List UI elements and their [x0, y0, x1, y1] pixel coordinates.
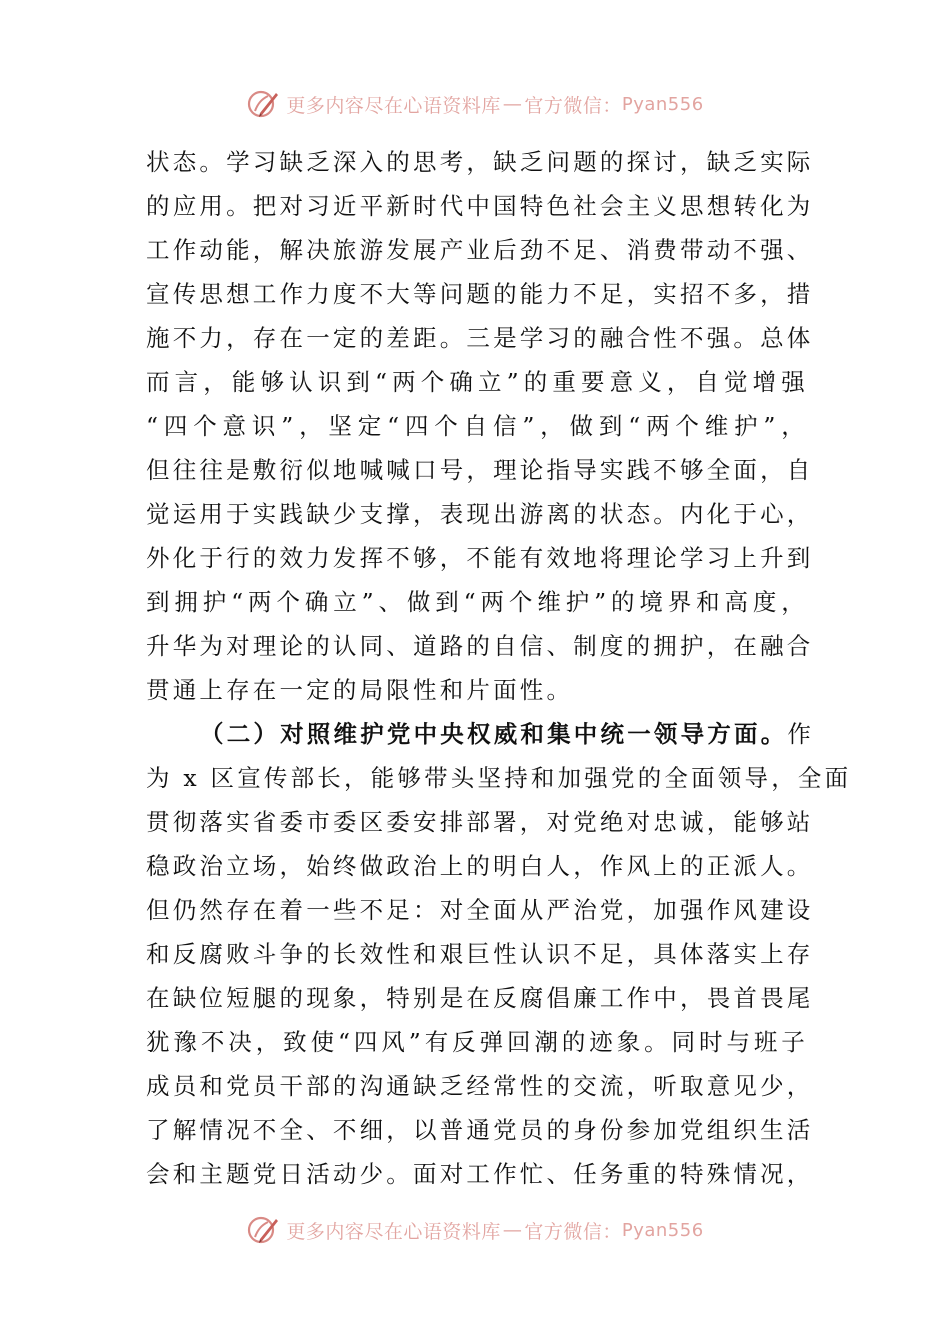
paragraph-line: 稳政治立场，始终做政治上的明白人，作风上的正派人。 — [146, 852, 814, 880]
paragraph-line: 犹豫不决，致使“四风”有反弹回潮的迹象。同时与班子 — [146, 1028, 808, 1056]
watermark-brand: 更多内容尽在心语资料库 — [286, 1220, 501, 1243]
watermark-brand: 更多内容尽在心语资料库 — [286, 94, 501, 117]
watermark-account: Pyan556 — [621, 1219, 704, 1241]
paragraph-line: 但仍然存在着一些不足：对全面从严治党，加强作风建设 — [146, 896, 814, 924]
header-watermark — [0, 84, 950, 124]
paragraph-line: 成员和党员干部的沟通缺乏经常性的交流，听取意见少， — [146, 1072, 814, 1100]
paragraph-line: 会和主题党日活动少。面对工作忙、任务重的特殊情况， — [146, 1160, 814, 1188]
watermark-account: Pyan556 — [621, 93, 704, 115]
paragraph-line: 施不力，存在一定的差距。三是学习的融合性不强。总体 — [146, 324, 814, 352]
paragraph-line: 贯彻落实省委市委区委安排部署，对党绝对忠诚，能够站 — [146, 808, 814, 836]
watermark-dash: — — [502, 1219, 523, 1241]
section-heading-tail: 作 — [787, 720, 815, 748]
pen-logo-icon — [246, 1213, 280, 1247]
paragraph-line: 在缺位短腿的现象，特别是在反腐倡廉工作中，畏首畏尾 — [146, 984, 814, 1012]
paragraph-line: “四个意识”，坚定“四个自信”，做到“两个维护”， — [146, 412, 808, 440]
pen-logo-icon — [246, 87, 280, 121]
paragraph-line: 而言，能够认识到“两个确立”的重要意义，自觉增强 — [146, 368, 808, 396]
footer-watermark — [0, 1210, 950, 1250]
paragraph-line: 升华为对理论的认同、道路的自信、制度的拥护，在融合 — [146, 632, 814, 660]
paragraph-line: 的应用。把对习近平新时代中国特色社会主义思想转化为 — [146, 192, 814, 220]
paragraph-line: 状态。学习缺乏深入的思考，缺乏问题的探讨，缺乏实际 — [146, 148, 814, 176]
watermark-label: 官方微信： — [524, 94, 622, 117]
paragraph-line: 为 x 区宣传部长，能够带头坚持和加强党的全面领导，全面 — [146, 764, 852, 792]
section-heading: （二）对照维护党中央权威和集中统一领导方面。 — [200, 720, 788, 748]
paragraph-line: 贯通上存在一定的局限性和片面性。 — [146, 676, 574, 704]
watermark-dash: — — [502, 93, 523, 115]
watermark-label: 官方微信： — [524, 1220, 622, 1243]
paragraph-line: 到拥护“两个确立”、做到“两个维护”的境界和高度， — [146, 588, 808, 616]
document-body — [146, 140, 852, 1196]
paragraph-line: 和反腐败斗争的长效性和艰巨性认识不足，具体落实上存 — [146, 940, 814, 968]
section-heading-line — [146, 712, 815, 756]
paragraph-line: 了解情况不全、不细，以普通党员的身份参加党组织生活 — [146, 1116, 814, 1144]
paragraph-line: 但往往是敷衍似地喊喊口号，理论指导实践不够全面，自 — [146, 456, 814, 484]
paragraph-line: 工作动能，解决旅游发展产业后劲不足、消费带动不强、 — [146, 236, 814, 264]
paragraph-line: 觉运用于实践缺少支撑，表现出游离的状态。内化于心， — [146, 500, 814, 528]
paragraph-line: 外化于行的效力发挥不够，不能有效地将理论学习上升到 — [146, 544, 814, 572]
paragraph-line: 宣传思想工作力度不大等问题的能力不足，实招不多，措 — [146, 280, 814, 308]
